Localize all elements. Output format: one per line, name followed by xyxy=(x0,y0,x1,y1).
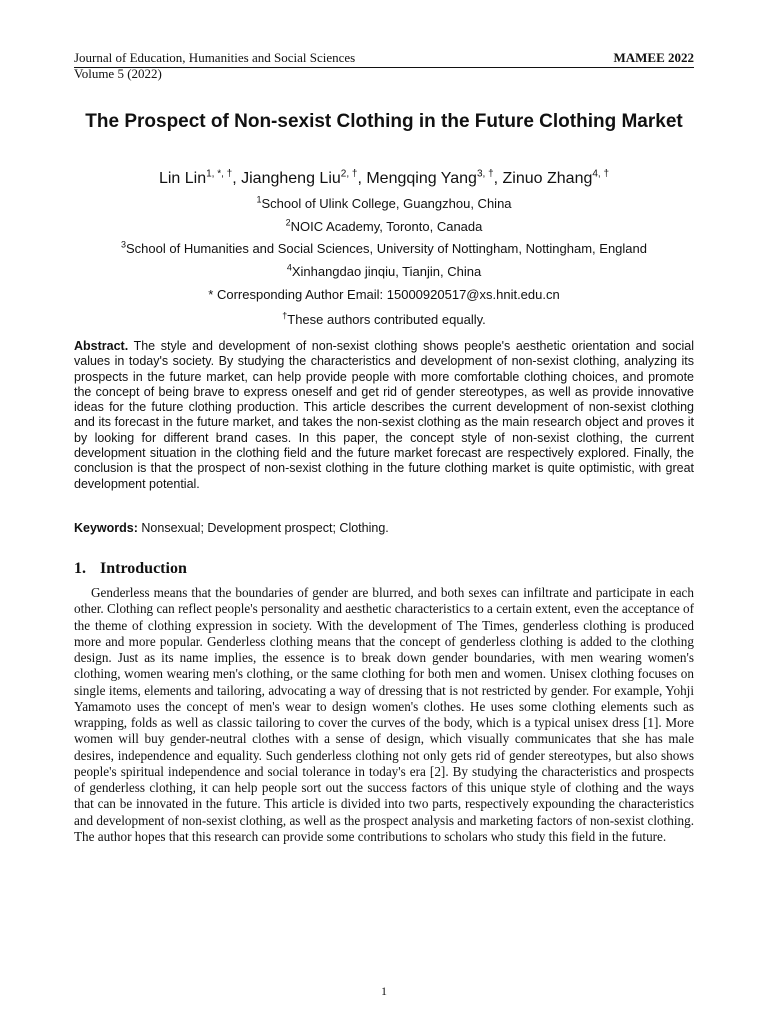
author-name: Jiangheng Liu xyxy=(241,170,341,187)
equal-contribution-note xyxy=(74,312,694,328)
affiliation xyxy=(74,264,694,280)
affiliation-mark: 1 xyxy=(256,194,262,205)
paper-title: The Prospect of Non-sexist Clothing in the Future Clothing Market xyxy=(85,111,683,132)
page-number: 1 xyxy=(381,984,387,998)
author-marks: 4, † xyxy=(592,168,610,180)
author-separator: , xyxy=(357,170,367,187)
journal-volume: Volume 5 (2022) xyxy=(74,66,162,81)
affiliation-text: NOIC Academy, Toronto, Canada xyxy=(290,219,483,234)
affiliation-mark: 2 xyxy=(285,217,291,228)
affiliation-text: Xinhangdao jinqiu, Tianjin, China xyxy=(291,264,482,279)
author-separator: , xyxy=(232,170,242,187)
corresponding-author: * Corresponding Author Email: 15000920517@xs.hnit.edu.cn xyxy=(208,287,560,302)
header-rule xyxy=(74,67,694,68)
dagger-mark: † xyxy=(282,310,288,321)
introduction-paragraph: Genderless means that the boundaries of gender are blurred, and both sexes can infiltrate and participate in each other. Clothing can reflect people's personality and aesthetic characteristics to a certain extent, even the acceptance of the theme of clothing expression in society. With the development of The Times, genderless clothing is produced more and more popular. Genderless clothing means that the concept of genderless clothing is added to the clothing design. Just as its name implies, the essence is to break down gender boundaries, with men wearing women's clothing, women wearing men's clothing, or the same clothing for both men and women. Unisex clothing focuses on single items, elements and tailoring, advocating a way of dressing that is not restricted by gender. For example, Yohji Yamamoto uses the concept of men's wear to design women's clothes. He uses some clothing elements such as wrapping, folds as well as classic tailoring to cover the curves of the body, which is a typical unisex dress [1]. More women will buy gender-neutral clothes with a sense of design, which visually communicates that she has male desires, independence and equality. Such genderless clothing not only gets rid of gender stereotypes, but also shows people's spiritual independence and social tolerance in today's era [2]. By studying the characteristics and prospects of genderless clothing, it can help people sort out the success factors of this unique style of clothing and the ways that can be innovated in the future. This article is divided into two parts, respectively expounding the characteristics and development of non-sexist clothing, as well as the prospect analysis and marketing factors of non-sexist clothing. The author hopes that this research can provide some contributions to scholars who study this field in the future. xyxy=(74,585,694,844)
abstract-label: Abstract. xyxy=(74,339,129,353)
affiliation-text: School of Humanities and Social Sciences, University of Nottingham, Nottingham, England xyxy=(126,241,647,256)
abstract-text: The style and development of non-sexist clothing shows people's aesthetic orientation and social values in today's society. By studying the characteristics and development of non-sexist clothing, analyzing its prospects in the future market, can help provide people with more comfortable clothing choices, and promote the concept of being brave to express oneself and get rid of gender stereotypes, as well as provide innovative ideas for the future clothing production. This article describes the current development of non-sexist clothing and its forecast in the future market, and takes the non-sexist clothing as the main research object and proves it by looking for different brand cases. In this paper, the concept style of non-sexist clothing, the current development situation in the clothing field and the future market forecast are respectively explored. Finally, the conclusion is that the prospect of non-sexist clothing in the future clothing market is quite optimistic, with great development potential. xyxy=(74,339,695,491)
author-marks: 2, † xyxy=(340,168,358,180)
author-name: Zinuo Zhang xyxy=(502,170,593,187)
author-marks: 1, *, † xyxy=(206,168,233,180)
affiliation-mark: 4 xyxy=(286,262,292,273)
affiliation xyxy=(74,241,694,257)
affiliation-mark: 3 xyxy=(120,239,126,250)
author-name: Lin Lin xyxy=(158,170,207,187)
keywords xyxy=(74,520,694,536)
author-name: Mengqing Yang xyxy=(366,170,477,187)
keywords-text: Nonsexual; Development prospect; Clothing. xyxy=(141,521,389,535)
keywords-label: Keywords: xyxy=(74,521,138,535)
section-number: 1. xyxy=(74,560,86,577)
abstract xyxy=(74,339,694,492)
conference-name: MAMEE 2022 xyxy=(613,50,694,65)
section-heading xyxy=(74,559,694,579)
affiliation xyxy=(74,196,694,212)
author-separator: , xyxy=(493,170,503,187)
affiliation-text: School of Ulink College, Guangzhou, China xyxy=(261,196,512,211)
affiliation xyxy=(74,219,694,235)
author-list xyxy=(74,168,694,190)
equal-contribution-text: These authors contributed equally. xyxy=(287,312,486,327)
section-title: Introduction xyxy=(100,560,187,577)
journal-name: Journal of Education, Humanities and Social Sciences xyxy=(74,50,356,65)
author-marks: 3, † xyxy=(476,168,494,180)
